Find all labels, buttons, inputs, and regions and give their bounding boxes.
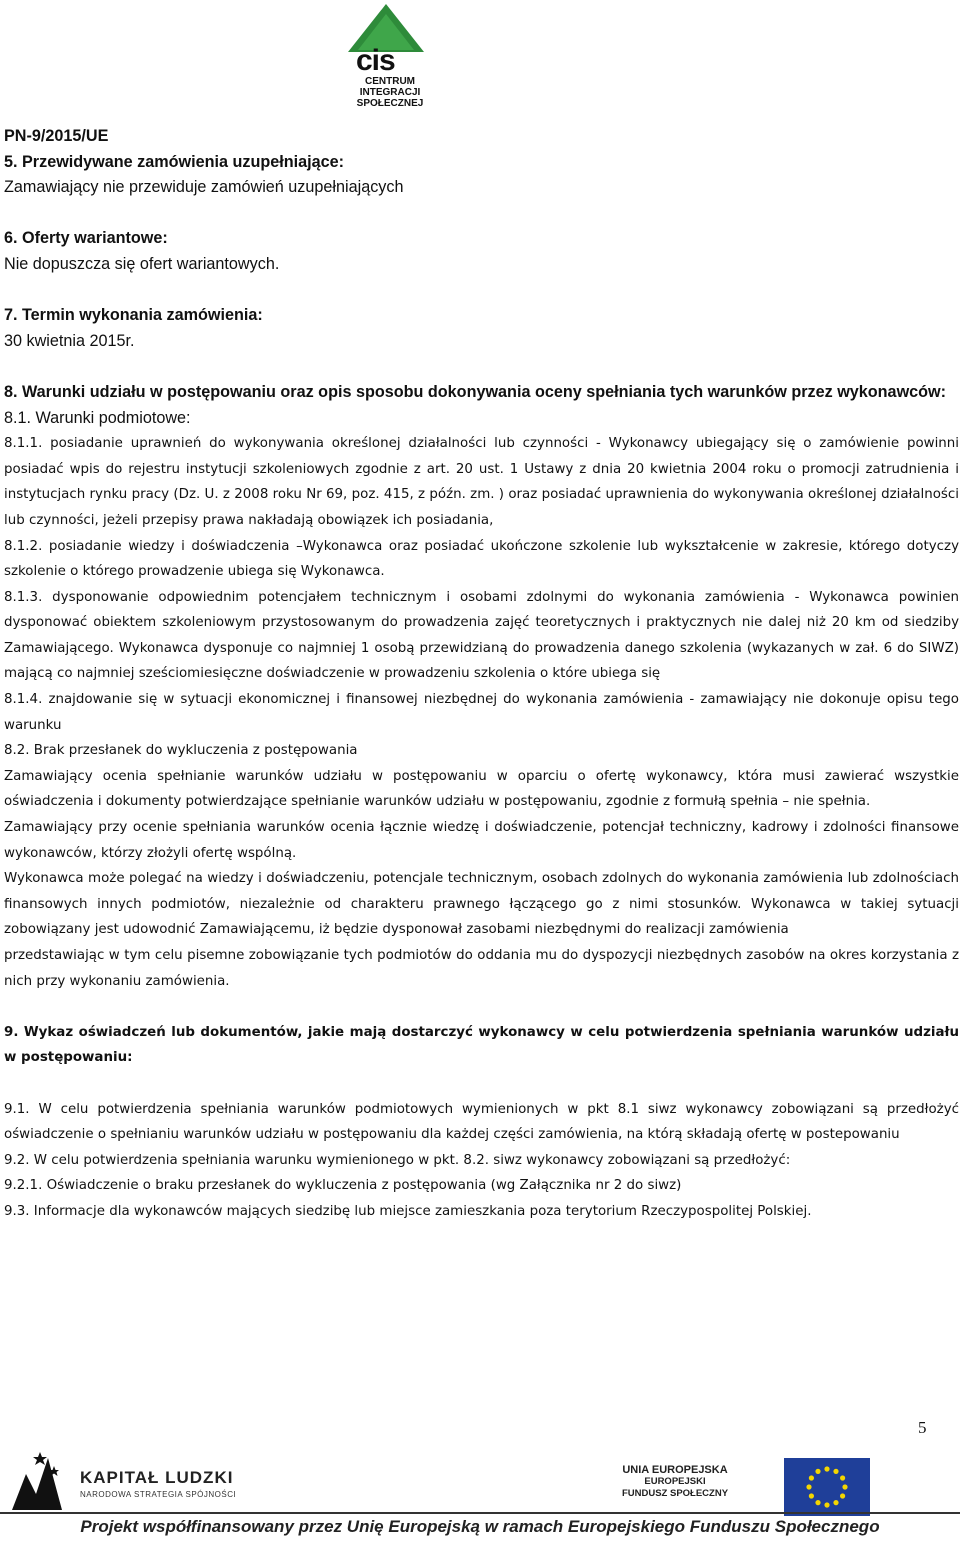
paragraph-8-1-3: 8.1.3. dysponowanie odpowiednim potencjałem technicznym i osobami zdolnymi do wykonania zamówienia - Wykonawca powinien dysponować obiektem szkoleniowym przystosowanym do prowadzenia zajęć teoretycznych i praktycznych nie dalej niż 20 km od siedziby Zamawiającego. Wykonawca dysponuje co najmniej 1 osobą przewidzianą do prowadzenia danego szkolenia (wykazanych w zał. 6 do SIWZ) mającą co najmniej sześciomiesięczne doświadczenie w prowadzeniu szkolenia o które ubiega się xyxy=(4,589,959,682)
paragraph-9-2: 9.2. W celu potwierdzenia spełniania warunku wymienionego w pkt. 8.2. siwz wykonawcy zobowiązani są przedłożyć: xyxy=(4,1152,791,1168)
kapital-ludzki-subtitle: NARODOWA STRATEGIA SPÓJNOŚCI xyxy=(80,1490,237,1499)
section-8-title: 8. Warunki udziału w postępowaniu oraz opis sposobu dokonywania oceny spełniania tych warunków przez wykonawców: xyxy=(4,382,947,401)
paragraph-8-1-4: 8.1.4. znajdowanie się w sytuacji ekonomicznej i finansowej niezbędnej do wykonania zamówienia - zamawiający nie dokonuje opisu tego warunku xyxy=(4,692,959,733)
footer-tagline: Projekt współfinansowany przez Unię Europejską w ramach Europejskiego Funduszu Społecznego xyxy=(80,1517,880,1536)
eu-fund-label: UNIA EUROPEJSKA EUROPEJSKI FUNDUSZ SPOŁECZNY xyxy=(621,1464,729,1499)
document-id: PN-9/2015/UE xyxy=(4,127,109,145)
paragraph-9-2-1: 9.2.1. Oświadczenie o braku przesłanek do wykluczenia z postępowania (wg Załącznika nr 2 do siwz) xyxy=(4,1178,682,1194)
paragraph-9-3: 9.3. Informacje dla wykonawców mających siedzibę lub miejsce zamieszkania poza terytorium Rzeczypospolitej Polskiej. xyxy=(4,1203,812,1219)
section-7-title: 7. Termin wykonania zamówienia: xyxy=(4,306,263,325)
eu-flag-icon xyxy=(784,1458,870,1516)
section-7-text: 30 kwietnia 2015r. xyxy=(4,331,135,350)
section-5-text: Zamawiający nie przewiduje zamówień uzupełniających xyxy=(4,178,404,197)
cis-logo-word: cis xyxy=(356,44,395,77)
footer-divider xyxy=(0,1512,960,1514)
paragraph-9-1: 9.1. W celu potwierdzenia spełniania warunków podmiotowych wymienionych w pkt 8.1 siwz wykonawcy zobowiązani są przedłożyć oświadczenie o spełnianiu warunków udziału w postępowaniu dla każdej części zamówienia, na którą składają ofertę w postepowaniu xyxy=(4,1101,959,1143)
paragraph-8-1-1: 8.1.1. posiadanie uprawnień do wykonywania określonej działalności lub czynności - Wykonawcy ubiegający się o zamówienie powinni posiadać wpis do rejestru instytucji szkoleniowych zgodnie z art. 20 ust. 1 Ustawy z dnia 20 kwietnia 2004 roku o promocji zatrudnienia i instytucjach rynku pracy (Dz. U. z 2008 roku Nr 69, poz. 415, z późn. zm. ) oraz posiadać uprawnienia do wykonywania określonej działalności lub czynności, jeżeli przepisy prawa nakładają obowiązek ich posiadania, xyxy=(4,436,959,528)
section-5-title: 5. Przewidywane zamówienia uzupełniające: xyxy=(4,152,345,171)
page-number: 5 xyxy=(918,1418,927,1437)
section-8-1-title: 8.1. Warunki podmiotowe: xyxy=(4,408,191,427)
section-6-title: 6. Oferty wariantowe: xyxy=(4,229,168,248)
paragraph-8-2-d: przedstawiając w tym celu pisemne zobowiązanie tych podmiotów do oddania mu do dyspozycji niezbędnych zasobów na okres korzystania z nich przy wykonaniu zamówienia. xyxy=(4,948,959,989)
paragraph-8-2: 8.2. Brak przesłanek do wykluczenia z postępowania xyxy=(4,743,358,759)
paragraph-8-2-b: Zamawiający przy ocenie spełniania warunków ocenia łącznie wiedzę i doświadczenie, potencjał techniczny, kadrowy i zdolności finansowe wykonawców, którzy złożyli ofertę wspólną. xyxy=(4,820,959,861)
paragraph-8-2-a: Zamawiający ocenia spełnianie warunków udziału w postępowaniu w oparciu o ofertę wykonawcy, która musi zawierać wszystkie oświadczenia i dokumenty potwierdzające spełnianie warunków udziału w postępowaniu, zgodnie z formułą spełnia – nie spełnia. xyxy=(4,768,959,810)
cis-logo-subtitle: CENTRUM INTEGRACJI SPOŁECZNEJ xyxy=(356,76,424,109)
section-9-title: 9. Wykaz oświadczeń lub dokumentów, jakie mają dostarczyć wykonawcy w celu potwierdzenia spełniania warunków udziału w postępowaniu: xyxy=(4,1024,959,1066)
paragraph-8-1-2: 8.1.2. posiadanie wiedzy i doświadczenia –Wykonawca oraz posiadać ukończone szkolenie lub wykształcenie w zakresie, którego dotyczy szkolenie o którego prowadzenie ubiega się Wykonawca. xyxy=(4,538,959,580)
footer xyxy=(0,1438,960,1541)
cis-logo xyxy=(336,4,436,110)
document-body xyxy=(4,124,959,1225)
paragraph-8-2-c: Wykonawca może polegać na wiedzy i doświadczeniu, potencjale technicznym, osobach zdolnych do wykonania zamówienia lub zdolnościach finansowych innych podmiotów, niezależnie od charakteru prawnego łączącego go z nimi stosunków. Wykonawca w takiej sytuacji zobowiązany jest udowodnić Zamawiającemu, iż będzie dysponował zasobami niezbędnymi do realizacji zamówienia xyxy=(4,871,959,938)
kapital-ludzki-title: KAPITAŁ LUDZKI xyxy=(80,1468,234,1487)
section-6-text: Nie dopuszcza się ofert wariantowych. xyxy=(4,254,280,273)
